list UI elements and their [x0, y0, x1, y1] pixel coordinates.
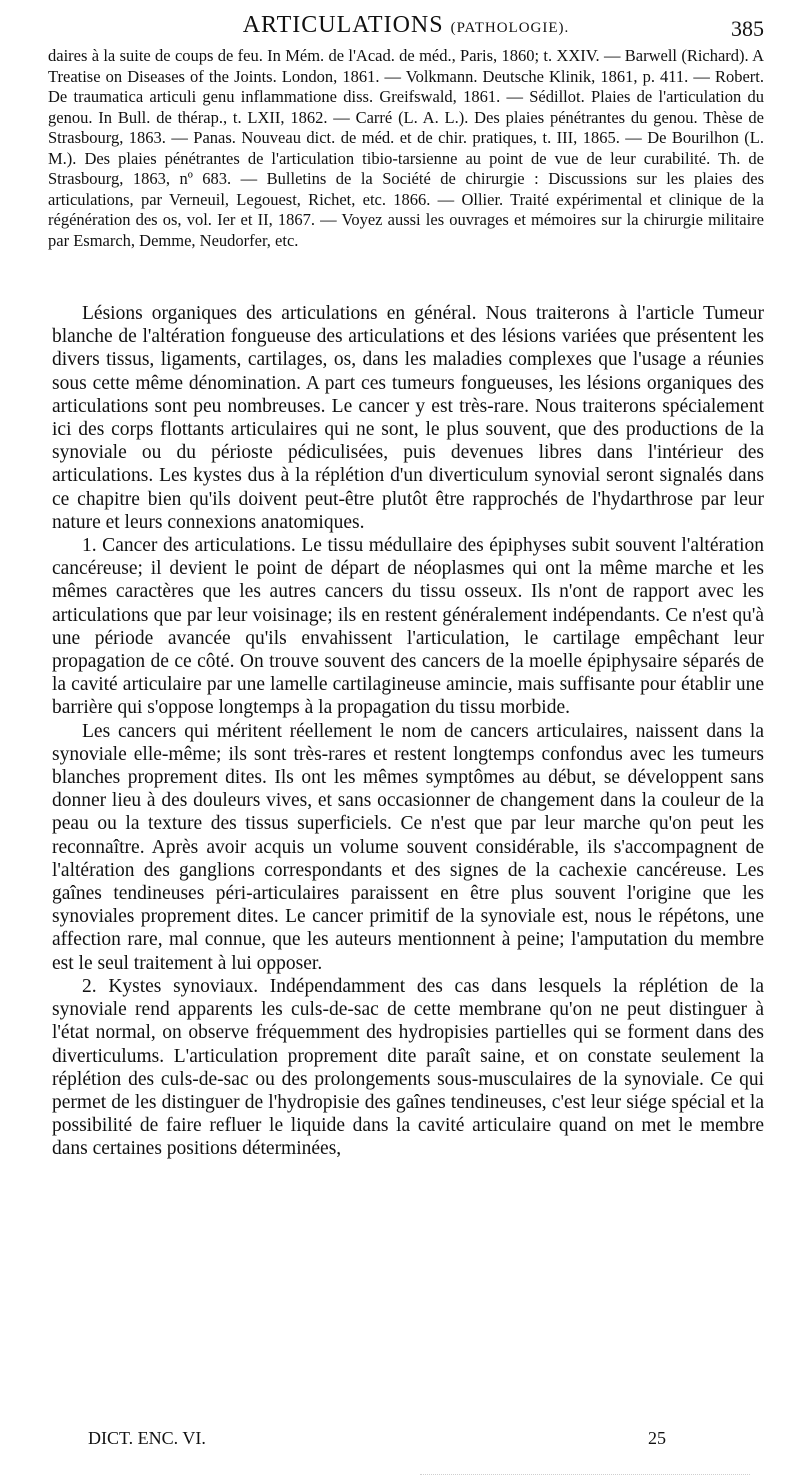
page-number: 385	[731, 16, 764, 41]
bleed-through-line	[420, 1474, 750, 1476]
running-header	[48, 10, 764, 50]
main-text	[52, 302, 764, 1161]
paragraph-kystes-synoviaux: 2. Kystes synoviaux. Indépendamment des cas dans lesquels la réplétion de la synoviale rend apparents les culs-de-sac de cette membrane qu'on ne peut distinguer à l'état normal, on observe fréquemment des hydropisies partielles qui se forment dans des diverticulums. L'articulation proprement dite paraît saine, et on constate seulement la réplétion des culs-de-sac ou des prolongements sous-musculaires de la synoviale. Ce qui permet de les distinguer de l'hydropisie des gaînes tendineuses, c'est leur siége spécial et la possibilité de faire refluer le liquide dans la cavité articulaire quand on met le membre dans certaines positions déterminées,	[52, 975, 764, 1160]
header-title-block	[48, 12, 764, 39]
bibliography-block	[48, 46, 764, 251]
header-subtitle: (PATHOLOGIE).	[450, 20, 570, 36]
bibliography-text: daires à la suite de coups de feu. In Mém. de l'Acad. de méd., Paris, 1860; t. XXIV. — Barwell (Richard). A Treatise on Diseases of the Joints. London, 1861. — Volkmann. Deutsche Klinik, 1861, p. 411. — Robert. De traumatica articuli genu inflammatione diss. Greifswald, 1861. — Sédillot. Plaies de l'articulation du genou. In Bull. de thérap., t. LXII, 1862. — Carré (L. A. L.). Des plaies pénétrantes du genou. Thèse de Strasbourg, 1863. — Panas. Nouveau dict. de méd. et de chir. pratiques, t. III, 1865. — De Bourilhon (L. M.). Des plaies pénétrantes de l'articulation tibio-tarsienne au point de vue de leur curabilité. Th. de Strasbourg, 1863, nº 683. — Bulletins de la Société de chirurgie : Discussions sur les plaies des articulations, par Verneuil, Legouest, Richet, etc. 1866. — Ollier. Traité expérimental et clinique de la régénération des os, vol. Ier et II, 1867. — Voyez aussi les ouvrages et mémoires sur la chirurgie militaire par Esmarch, Demme, Neudorfer, etc.	[48, 46, 764, 250]
paragraph-cancers-synoviale: Les cancers qui méritent réellement le nom de cancers articulaires, naissent dans la synoviale elle-même; ils sont très-rares et restent longtemps confondus avec les tumeurs blanches proprement dites. Ils ont les mêmes symptômes au début, se développent sans donner lieu à des douleurs vives, et sans occasionner de changement dans la couleur de la peau ou la texture des tissus superficiels. Ce n'est que par leur marche qu'on peut les reconnaître. Après avoir acquis un volume souvent considérable, ils s'accompagnent de l'altération des ganglions correspondants et des signes de la cachexie cancéreuse. Les gaînes tendineuses péri-articulaires paraissent en être plus souvent l'origine que les synoviales proprement dites. Le cancer primitif de la synoviale est, nous le répétons, une affection rare, mal connue, que les auteurs mentionnent à peine; l'amputation du membre est le seul traitement à lui opposer.	[52, 720, 764, 974]
sheet-number: 25	[648, 1428, 666, 1448]
paragraph-cancer-articulations: 1. Cancer des articulations. Le tissu médullaire des épiphyses subit souvent l'altération cancéreuse; il devient le point de départ de néoplasmes qui ont la même marche et les mêmes caractères que les autres cancers du tissu osseux. Ils n'ont de rapport avec les articulations que par leur voisinage; ils en restent généralement indépendants. Ce n'est qu'à une période avancée qu'ils envahissent l'articulation, le cartilage empêchant leur propagation de ce côté. On trouve souvent des cancers de la moelle épiphysaire séparés de la cavité articulaire par une lamelle cartilagineuse amincie, mais suffisante pour établir une barrière qui s'oppose longtemps à la propagation du tissu morbide.	[52, 535, 764, 719]
signature-mark: DICT. ENC. VI.	[88, 1428, 206, 1448]
page-footer	[88, 1428, 680, 1456]
paragraph-lesions-organiques: Lésions organiques des articulations en général. Nous traiterons à l'article Tumeur blanche de l'altération fongueuse des articulations et des lésions variées que présentent les divers tissus, ligaments, cartilages, os, dans les maladies complexes que l'usage a réunies sous cette même dénomination. A part ces tumeurs fongueuses, les lésions organiques des articulations sont peu nombreuses. Le cancer y est très-rare. Nous traiterons spécialement ici des corps flottants articulaires qui ne sont, le plus souvent, que des productions de la synoviale ou du périoste pédiculisées, puis devenues libres dans l'intérieur des articulations. Les kystes dus à la réplétion d'un diverticulum synovial seront signalés dans ce chapitre bien qu'ils doivent peut-être plutôt être rapprochés de l'hydarthrose par leur nature et leurs connexions anatomiques.	[52, 303, 764, 533]
header-title: ARTICULATIONS	[242, 12, 444, 38]
